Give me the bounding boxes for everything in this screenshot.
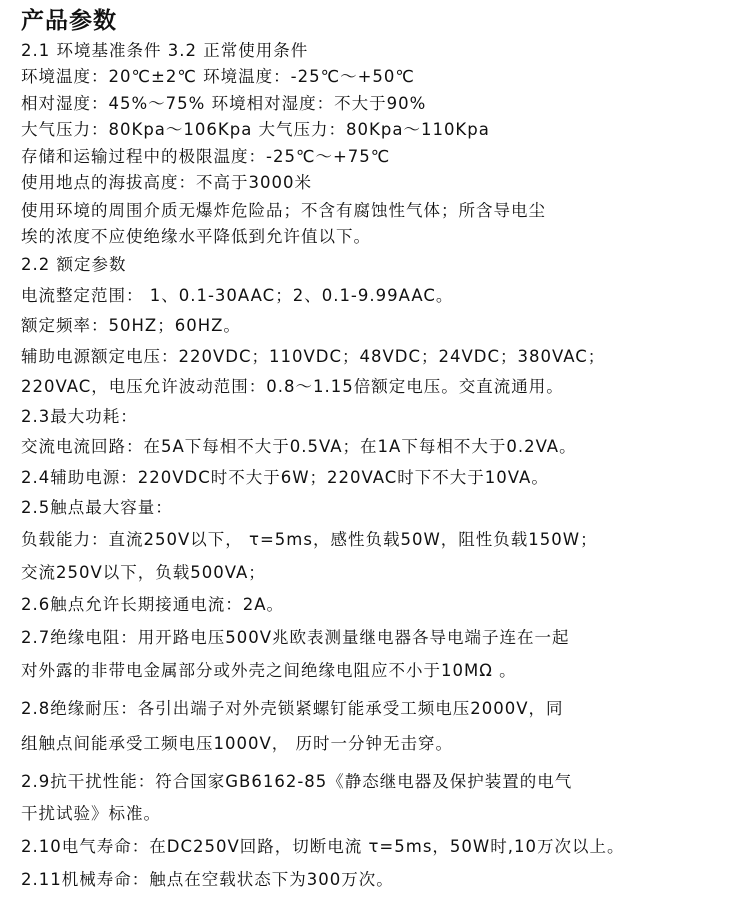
text-line: 大气压力：80Kpa～106Kpa 大气压力：80Kpa～110Kpa <box>21 120 490 139</box>
text-line: 电流整定范围： 1、0.1-30AAC；2、0.1-9.99AAC。 <box>21 286 454 305</box>
text-line: 2.11机械寿命：触点在空载状态下为300万次。 <box>21 870 394 889</box>
text-line: 2.7绝缘电阻：用开路电压500V兆欧表测量继电器各导电端子连在一起 <box>21 628 570 647</box>
text-line: 2.1 环境基准条件 3.2 正常使用条件 <box>21 41 309 60</box>
text-line: 使用地点的海拔高度：不高于3000米 <box>21 173 312 192</box>
text-line: 交流250V以下，负载500VA； <box>21 563 266 582</box>
text-line: 220VAC，电压允许波动范围：0.8～1.15倍额定电压。交直流通用。 <box>21 377 564 396</box>
text-line: 2.9抗干扰性能：符合国家GB6162-85《静态继电器及保护装置的电气 <box>21 772 573 791</box>
text-line: 额定频率：50HZ；60HZ。 <box>21 316 241 335</box>
text-line: 存储和运输过程中的极限温度：-25℃～+75℃ <box>21 147 391 166</box>
text-line: 干扰试验》标准。 <box>21 804 161 823</box>
section-heading: 2.5触点最大容量： <box>21 498 173 517</box>
text-line: 2.4辅助电源：220VDC时不大于6W；220VAC时下不大于10VA。 <box>21 468 549 487</box>
text-line: 埃的浓度不应使绝缘水平降低到允许值以下。 <box>21 227 371 246</box>
text-line: 2.8绝缘耐压：各引出端子对外壳锁紧螺钉能承受工频电压2000V，同 <box>21 699 564 718</box>
section-heading: 2.3最大功耗： <box>21 407 138 426</box>
text-line: 相对湿度：45%～75% 环境相对湿度：不大于90% <box>21 94 427 113</box>
text-line: 组触点间能承受工频电压1000V， 历时一分钟无击穿。 <box>21 734 454 753</box>
text-line: 辅助电源额定电压：220VDC；110VDC；48VDC；24VDC；380VAC； <box>21 347 606 366</box>
text-line: 环境温度：20℃±2℃ 环境温度：-25℃～+50℃ <box>21 67 415 86</box>
text-line: 2.6触点允许长期接通电流：2A。 <box>21 595 285 614</box>
text-line: 交流电流回路：在5A下每相不大于0.5VA；在1A下每相不大于0.2VA。 <box>21 437 577 456</box>
page-title: 产品参数 <box>21 8 117 34</box>
text-line: 使用环境的周围介质无爆炸危险品；不含有腐蚀性气体；所含导电尘 <box>21 201 546 220</box>
text-line: 2.10电气寿命：在DC250V回路，切断电流 τ=5ms，50W时,10万次以上。 <box>21 837 625 856</box>
section-heading: 2.2 额定参数 <box>21 255 127 274</box>
text-line: 负载能力：直流250V以下， τ=5ms，感性负载50W，阻性负载150W； <box>21 530 598 549</box>
text-line: 对外露的非带电金属部分或外壳之间绝缘电阻应不小于10MΩ 。 <box>21 661 517 680</box>
